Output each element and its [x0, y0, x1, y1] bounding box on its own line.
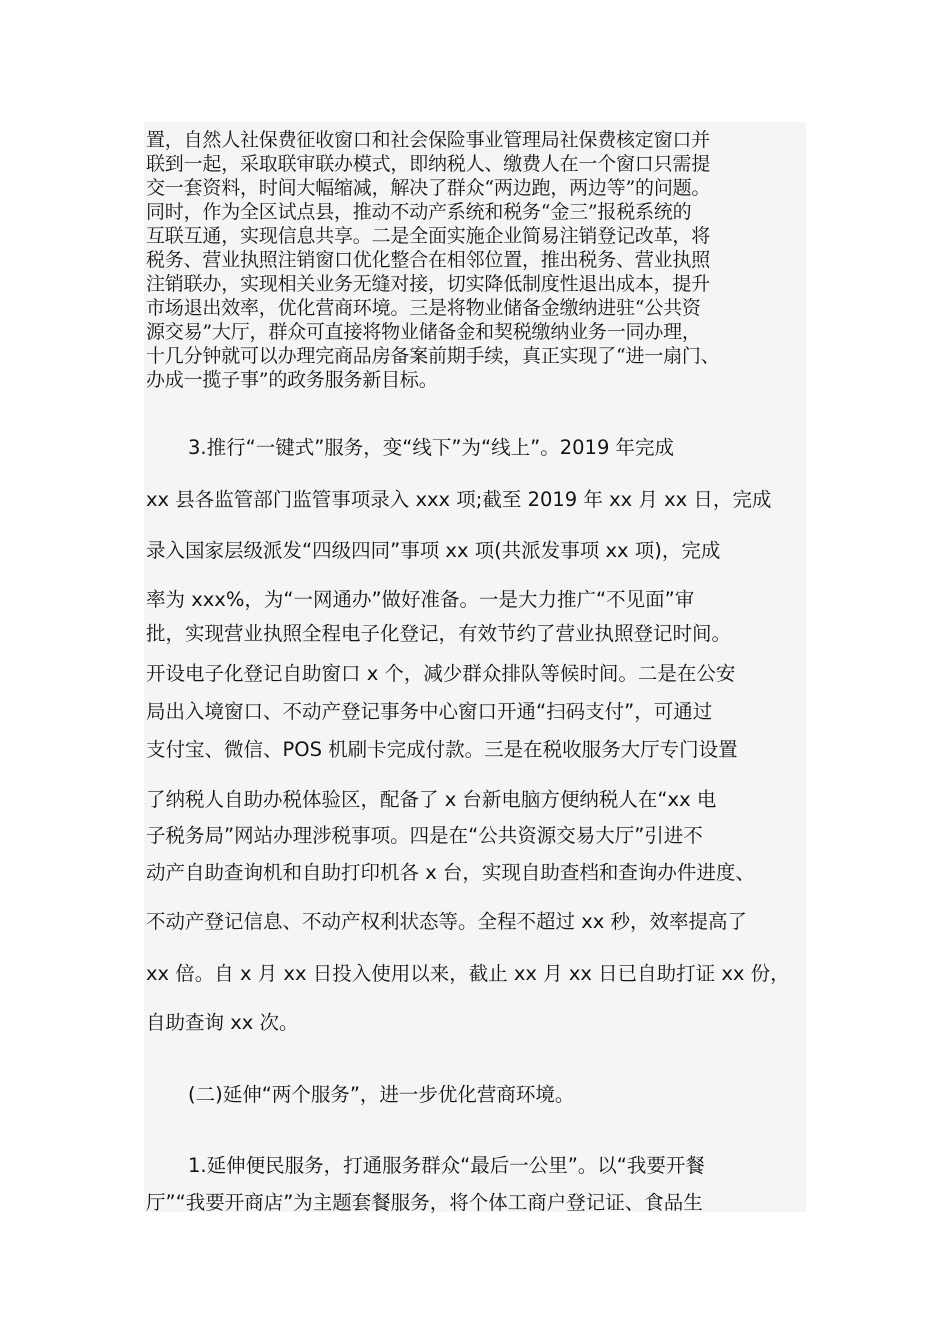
section-heading: (二)延伸“两个服务”，进一步优化营商环境。	[188, 1083, 575, 1106]
text-line: 开设电子化登记自助窗口 x 个，减少群众排队等候时间。二是在公安	[146, 662, 736, 685]
text-line: 互联互通，实现信息共享。二是全面实施企业简易注销登记改革，将	[146, 225, 711, 247]
text-line: 局出入境窗口、不动产登记事务中心窗口开通“扫码支付”，可通过	[146, 700, 713, 723]
text-line: 3.推行“一键式”服务，变“线下”为“线上”。2019 年完成	[188, 436, 675, 459]
text-line: xx 县各监管部门监管事项录入 xxx 项;截至 2019 年 xx 月 xx 日，完成	[146, 488, 772, 511]
text-line: 录入国家层级派发“四级四同”事项 xx 项(共派发事项 xx 项)，完成	[146, 539, 721, 562]
text-line: 注销联办，实现相关业务无缝对接，切实降低制度性退出成本，提升	[146, 273, 711, 295]
text-line: 办成一揽子事”的政务服务新目标。	[146, 369, 438, 391]
text-line: 同时，作为全区试点县，推动不动产系统和税务“金三”报税系统的	[146, 201, 692, 223]
text-line: 子税务局”网站办理涉税事项。四是在“公共资源交易大厅”引进不	[146, 824, 703, 847]
text-line: 率为 xxx%，为“一网通办”做好准备。一是大力推广“不见面”审	[146, 588, 695, 611]
text-line: 不动产登记信息、不动产权利状态等。全程不超过 xx 秒，效率提高了	[146, 910, 747, 933]
text-line: 支付宝、微信、POS 机刷卡完成付款。三是在税收服务大厅专门设置	[146, 738, 738, 761]
text-line: xx 倍。自 x 月 xx 日投入使用以来，截止 xx 月 xx 日已自助打证 xx 份，	[146, 962, 790, 985]
text-line: 联到一起，采取联审联办模式，即纳税人、缴费人在一个窗口只需提	[146, 153, 711, 175]
text-line: 动产自助查询机和自助打印机各 x 台，实现自助查档和查询办件进度、	[146, 861, 755, 884]
text-line: 税务、营业执照注销窗口优化整合在相邻位置，推出税务、营业执照	[146, 249, 711, 271]
text-line: 1.延伸便民服务，打通服务群众“最后一公里”。以“我要开餐	[188, 1154, 705, 1177]
text-line: 厅”“我要开商店”为主题套餐服务，将个体工商户登记证、食品生	[146, 1191, 703, 1214]
text-line: 源交易”大厅，群众可直接将物业储备金和契税缴纳业务一同办理，	[146, 321, 701, 343]
text-line: 市场退出效率，优化营商环境。三是将物业储备金缴纳进驻“公共资	[146, 297, 701, 319]
text-line: 了纳税人自助办税体验区，配备了 x 台新电脑方便纳税人在“xx 电	[146, 788, 717, 811]
text-line: 批，实现营业执照全程电子化登记，有效节约了营业执照登记时间。	[146, 622, 732, 645]
text-line: 十几分钟就可以办理完商品房备案前期手续，真正实现了“进一扇门、	[146, 345, 720, 367]
text-line: 交一套资料，时间大幅缩减，解决了群众“两边跑，两边等”的问题。	[146, 177, 711, 199]
text-line: 自助查询 xx 次。	[146, 1011, 299, 1034]
text-line: 置，自然人社保费征收窗口和社会保险事业管理局社保费核定窗口并	[146, 129, 711, 151]
